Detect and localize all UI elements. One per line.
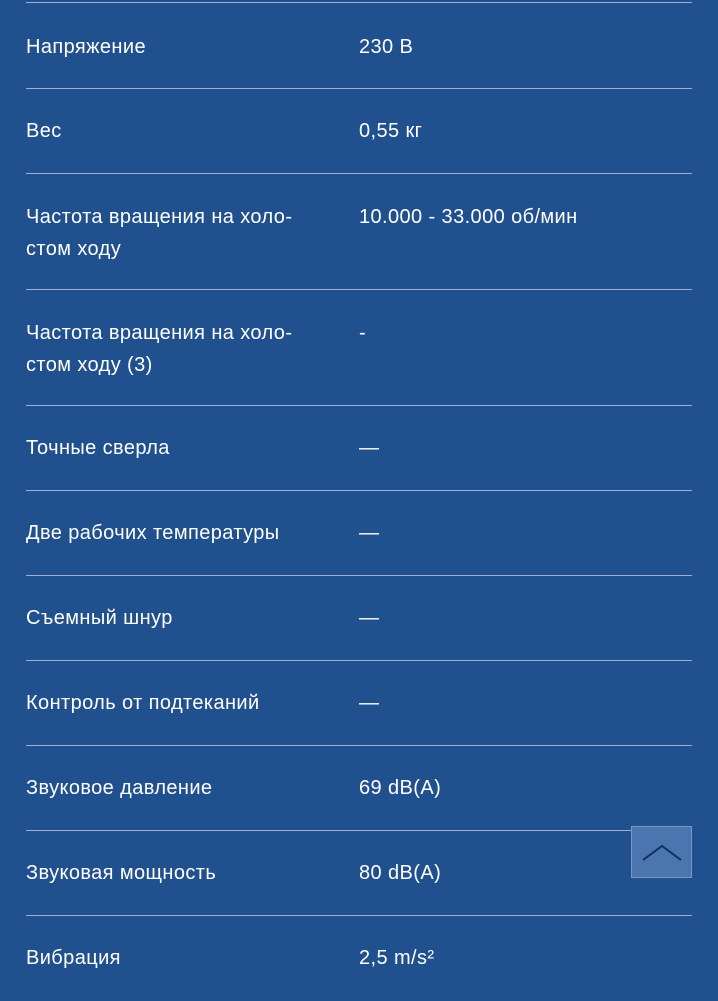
spec-label: Две рабочих температуры bbox=[26, 522, 280, 544]
spec-label: Контроль от подтеканий bbox=[26, 692, 260, 714]
spec-label: Съемный шнур bbox=[26, 607, 173, 629]
spec-row bbox=[26, 174, 692, 290]
spec-value: - bbox=[359, 322, 367, 344]
spec-row bbox=[26, 576, 692, 661]
spec-label: Напряжение bbox=[26, 36, 146, 58]
spec-value: — bbox=[359, 692, 380, 714]
spec-value: — bbox=[359, 437, 380, 459]
spec-value: — bbox=[359, 607, 380, 629]
spec-label: Вес bbox=[26, 120, 62, 142]
spec-row bbox=[26, 491, 692, 576]
spec-value: 10.000 - 33.000 об/мин bbox=[359, 206, 578, 228]
spec-value: — bbox=[359, 522, 380, 544]
spec-label-line-1: Частота вращения на холо- bbox=[26, 322, 293, 344]
spec-label: Звуковое давление bbox=[26, 777, 213, 799]
spec-row bbox=[26, 661, 692, 746]
spec-row bbox=[26, 89, 692, 174]
spec-row bbox=[26, 746, 692, 831]
spec-label-line-1: Частота вращения на холо- bbox=[26, 206, 293, 228]
spec-label: Точные сверла bbox=[26, 437, 170, 459]
spec-value: 69 dB(A) bbox=[359, 777, 442, 799]
chevron-up-icon bbox=[640, 841, 684, 863]
spec-label-line-2: стом ходу bbox=[26, 238, 122, 260]
spec-value: 230 В bbox=[359, 36, 414, 58]
spec-row bbox=[26, 290, 692, 406]
scroll-to-top-button[interactable] bbox=[631, 826, 692, 878]
spec-row bbox=[26, 916, 692, 1001]
spec-row bbox=[26, 831, 692, 916]
spec-table bbox=[26, 0, 692, 1001]
spec-value: 0,55 кг bbox=[359, 120, 423, 142]
spec-label bbox=[26, 201, 359, 265]
spec-row bbox=[26, 406, 692, 491]
spec-row bbox=[26, 0, 692, 89]
spec-label-line-2: стом ходу (3) bbox=[26, 354, 153, 376]
spec-label: Звуковая мощность bbox=[26, 862, 217, 884]
spec-label: Вибрация bbox=[26, 947, 121, 969]
spec-value: 2,5 m/s² bbox=[359, 947, 435, 969]
spec-label bbox=[26, 317, 359, 381]
spec-value: 80 dB(A) bbox=[359, 862, 442, 884]
